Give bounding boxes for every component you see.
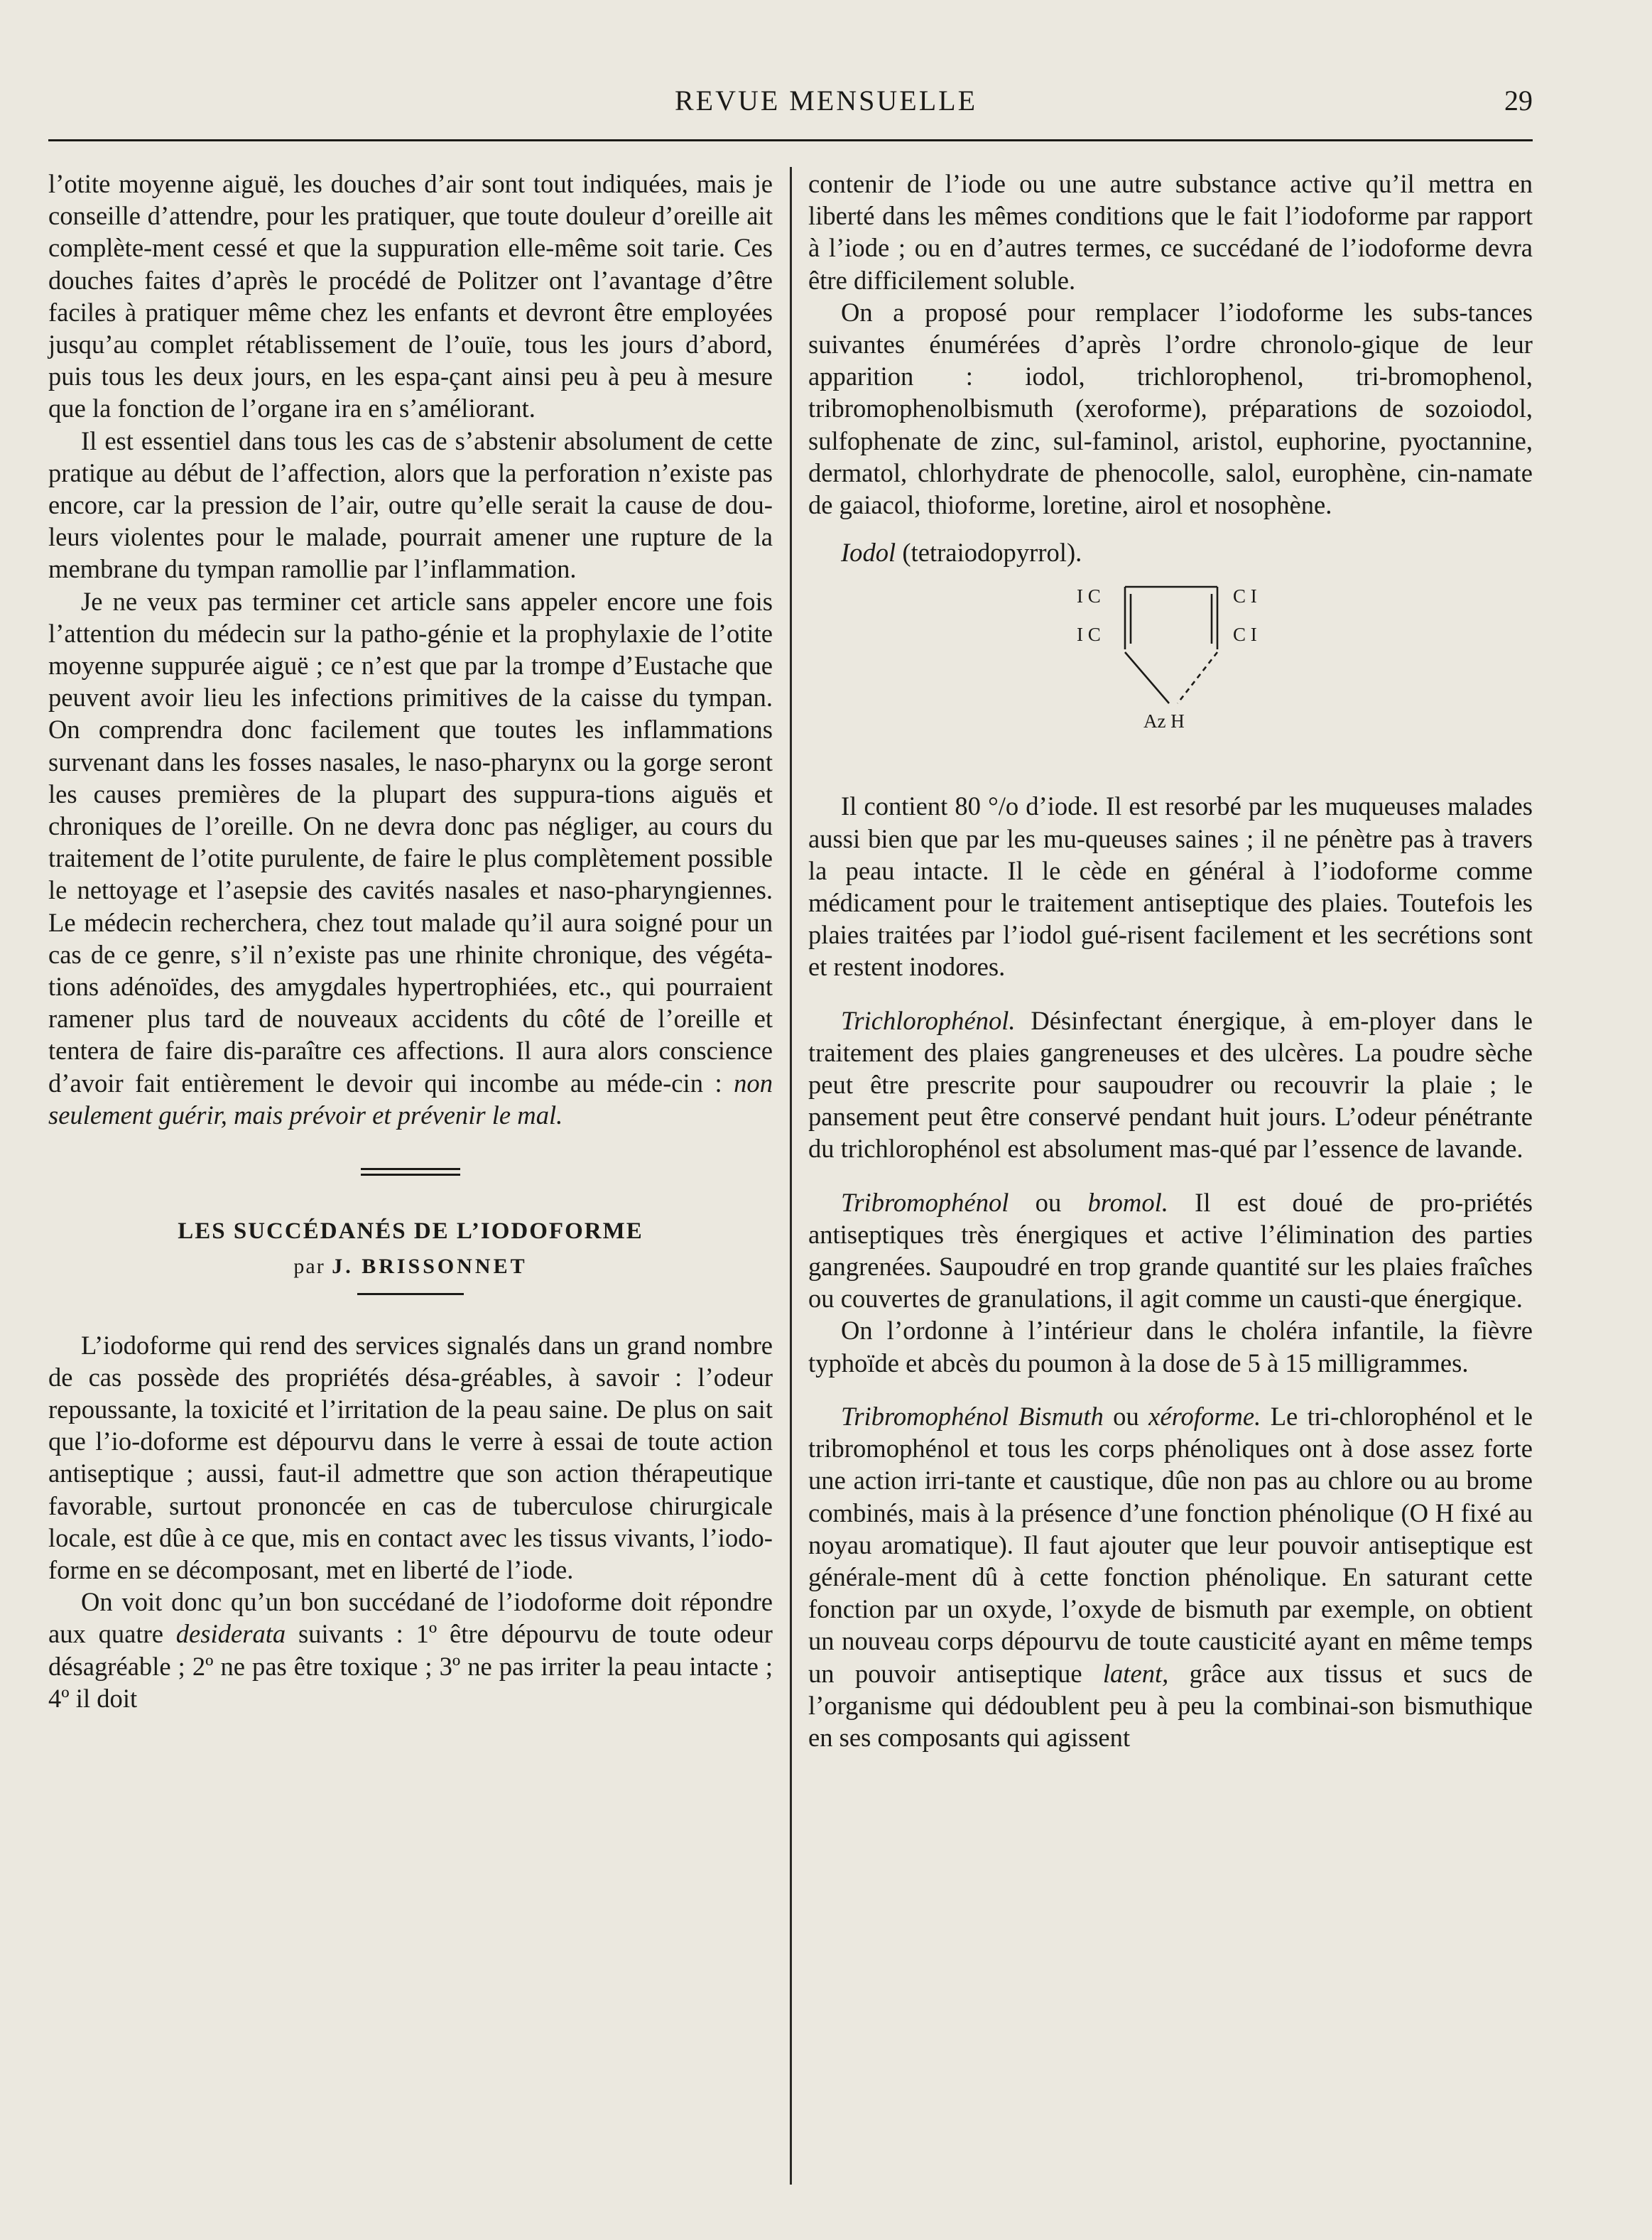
author-name: J. BRISSONNET [332,1255,528,1279]
italic-term: Tribromophénol [841,1187,1009,1217]
italic-term: latent, [1102,1658,1169,1688]
paragraph [808,1005,1533,1165]
paragraph-text: Il est doué de pro-priétés antiseptiques très énergiques et active l’élimination des parties gangrenées. Saupoudré en trop grande quantité sur les plaies fraîches ou couvertes de granulations, il agit comme un causti-que énergique. [808,1187,1533,1314]
formula-top-right: C I [1233,585,1257,607]
formula-bottom-right: C I [1233,624,1257,646]
title-rule [357,1293,464,1295]
paragraph: Il est essentiel dans tous les cas de s’abstenir absolument de cette pratique au début de l’affection, alors que la perforation n’existe pas encore, car la pression de l’air, outre qu’elle serait la cause de dou-leurs violentes pour le malade, pourrait amener une rupture de la membrane du tympan ramollie par l’inflammation. [48,426,773,584]
paragraph: L’iodoforme qui rend des services signalés dans un grand nombre de cas possède des propriétés désa-gréables, à savoir : l’odeur repoussante, la toxicité et l’irritation de la peau saine. De plus on sait que l’io-doforme est dépourvu dans le verre à essai de toute action antiseptique ; aussi, faut-il admettre que son action thérapeutique favorable, surtout prononcée en cas de tuberculose chirurgicale locale, est dûe à ce que, mis en contact avec les tissus vivants, l’iodo-forme en se décomposant, met en liberté de l’iode. [48,1330,773,1584]
paragraph-text: Le tri-chlorophénol et le tribromophénol et tous les corps phénoliques ont à dose assez forte une action irri-tante et caustique, dûe non pas au chlore ou au brome combinés, mais à la présence d’une fonction phénolique (O H fixé au noyau aromatique). Il faut ajouter que leur pouvoir antiseptique est générale-ment dû à cette fonction phénolique. En saturant cette fonction par un oxyde, l’oxyde de bismuth par exemple, on obtient un nouveau corps dépourvu de toute causticité ayant en même temps un pouvoir antiseptique [808,1401,1533,1688]
paragraph: On l’ordonne à l’intérieur dans le choléra infantile, la fièvre typhoïde et abcès du poumon à la dose de 5 à 15 milligrammes. [808,1316,1533,1378]
formula-bottom-left: I C [1077,624,1101,646]
article-author [48,1250,773,1282]
connector-word: ou [1113,1401,1139,1431]
section-ornament [361,1168,460,1176]
bond-bottom-right [1178,652,1217,703]
paragraph-text: Je ne veux pas terminer cet article sans appeler encore une fois l’attention du médecin sur la patho-génie et la prophylaxie de l’otite moyenne suppurée aiguë ; ce n’est que par la trompe d’Eustache que peuvent avoir lieu les infections primitives de la caisse du tympan. On comprendra donc facilement que toutes les inflammations survenant dans les fosses nasales, le naso-pharynx ou la gorge seront les causes premières de la plupart des suppura-tions aiguës et chroniques de l’oreille. On ne devra donc pas négliger, au cours du traitement de l’otite purulente, de faire le plus complètement possible le nettoyage et l’asepsie des cavités nasales et naso-pharyngiennes. Le médecin recherchera, chez tout malade qu’il aura soigné pour un cas de ce genre, s’il n’existe pas une rhinite chronique, des végéta-tions adénoïdes, des amygdales hypertrophiées, etc., qui pourraient ramener plus tard de nouveaux accidents du côté de l’oreille et tentera de faire dis-paraître ces affections. Il aura alors conscience d’avoir fait entièrement le devoir qui incombe au méde-cin : [48,586,773,1098]
formula-nh: Az H [1143,710,1185,732]
paragraph: contenir de l’iode ou une autre substance active qu’il mettra en liberté dans les mêmes conditions que le fait l’iodoforme par rapport à l’iode ; ou en d’autres termes, ce succédané de l’iodoforme devra être difficilement soluble. [808,169,1533,295]
paragraph [808,1186,1533,1315]
paragraph: l’otite moyenne aiguë, les douches d’air sont tout indiquées, mais je conseille d’attendre, pour les pratiquer, que toute douleur d’oreille ait complète-ment cessé et que la suppuration elle-même soit tarie. Ces douches faites d’après le procédé de Politzer ont l’avantage d’être faciles à pratiquer même chez les enfants et devront être employées jusqu’au complet rétablissement de l’ouïe, tous les jours d’abord, puis tous les deux jours, en les espa-çant ainsi peu à peu à mesure que la fonction de l’organe ira en s’améliorant. [48,169,773,423]
italic-term: Iodol [841,538,896,568]
italic-conclusion: non seulement guérir, mais prévoir et prévenir le mal. [48,1068,773,1130]
iodol-description: (tetraiodopyrrol). [902,538,1082,568]
paragraph-text: grâce aux tissus et sucs de l’organisme qui dédoublent peu à peu la combinai-son bismuthique en ses composants qui agissent [808,1658,1533,1752]
paragraph-text: Désinfectant énergique, à em-ployer dans le traitement des plaies gangreneuses et des ulcères. La poudre sèche peut être prescrite pour saupoudrer ou recouvrir la plaie ; le pansement peut être conservé pendant huit jours. L’odeur pénétrante du trichlorophénol est absolument mas-qué par l’essence de lavande. [808,1005,1533,1164]
paragraph: On a proposé pour remplacer l’iodoforme les subs-tances suivantes énumérées d’après l’ordre chronolo-gique de leur apparition : iodol, trichlorophenol, tri-bromophenol, tribromophenolbismuth (xeroforme), préparations de sozoiodol, sulfophenate de zinc, sul-faminol, aristol, euphorine, pyoctannine, dermatol, chlorhydrate de phenocolle, salol, europhène, cin-namate de gaiacol, thioforme, loretine, airol et nosophène. [808,297,1533,520]
connector-word: ou [1035,1187,1062,1217]
italic-term: Tribromophénol Bismuth [841,1401,1104,1431]
header-rule [48,139,1533,141]
column-divider [790,167,792,2185]
iodol-heading [808,536,1533,568]
page-number: 29 [1504,85,1533,117]
iodol-structural-formula [808,573,1533,772]
italic-term: xéroforme. [1148,1401,1261,1431]
paragraph [48,585,773,1131]
paragraph: Il contient 80 °/o d’iode. Il est resorbé par les muqueuses malades aussi bien que par les mu-queuses saines ; il ne pénètre pas à travers la peau intacte. Il le cède en général à l’iodoforme comme médicament pour le traitement antiseptique des plaies. Toutefois les plaies traitées par l’iodol gué-risent facilement et les secrétions sont et restent inodores. [808,791,1533,982]
paragraph [808,1400,1533,1753]
formula-diagram [808,573,1533,772]
paragraph-text: On voit donc qu’un bon succédané de l’iodoforme doit répondre aux quatre [48,1587,773,1649]
left-column [48,168,773,1714]
author-prefix: par [293,1255,325,1279]
article-title: LES SUCCÉDANÉS DE L’IODOFORME [178,1218,643,1245]
paragraph [48,1586,773,1714]
bond-bottom-left [1125,652,1169,703]
italic-term: desiderata [175,1619,286,1649]
italic-term: Trichlorophénol. [841,1005,1016,1035]
paragraph-text: suivants : 1º être dépourvu de toute odeur désagréable ; 2º ne pas être toxique ; 3º ne pas irriter la peau intacte ; 4º il doit [48,1619,773,1713]
formula-top-left: I C [1077,585,1101,607]
running-header-title: REVUE MENSUELLE [674,85,978,117]
italic-term: bromol. [1087,1187,1168,1217]
right-column [808,168,1533,1753]
